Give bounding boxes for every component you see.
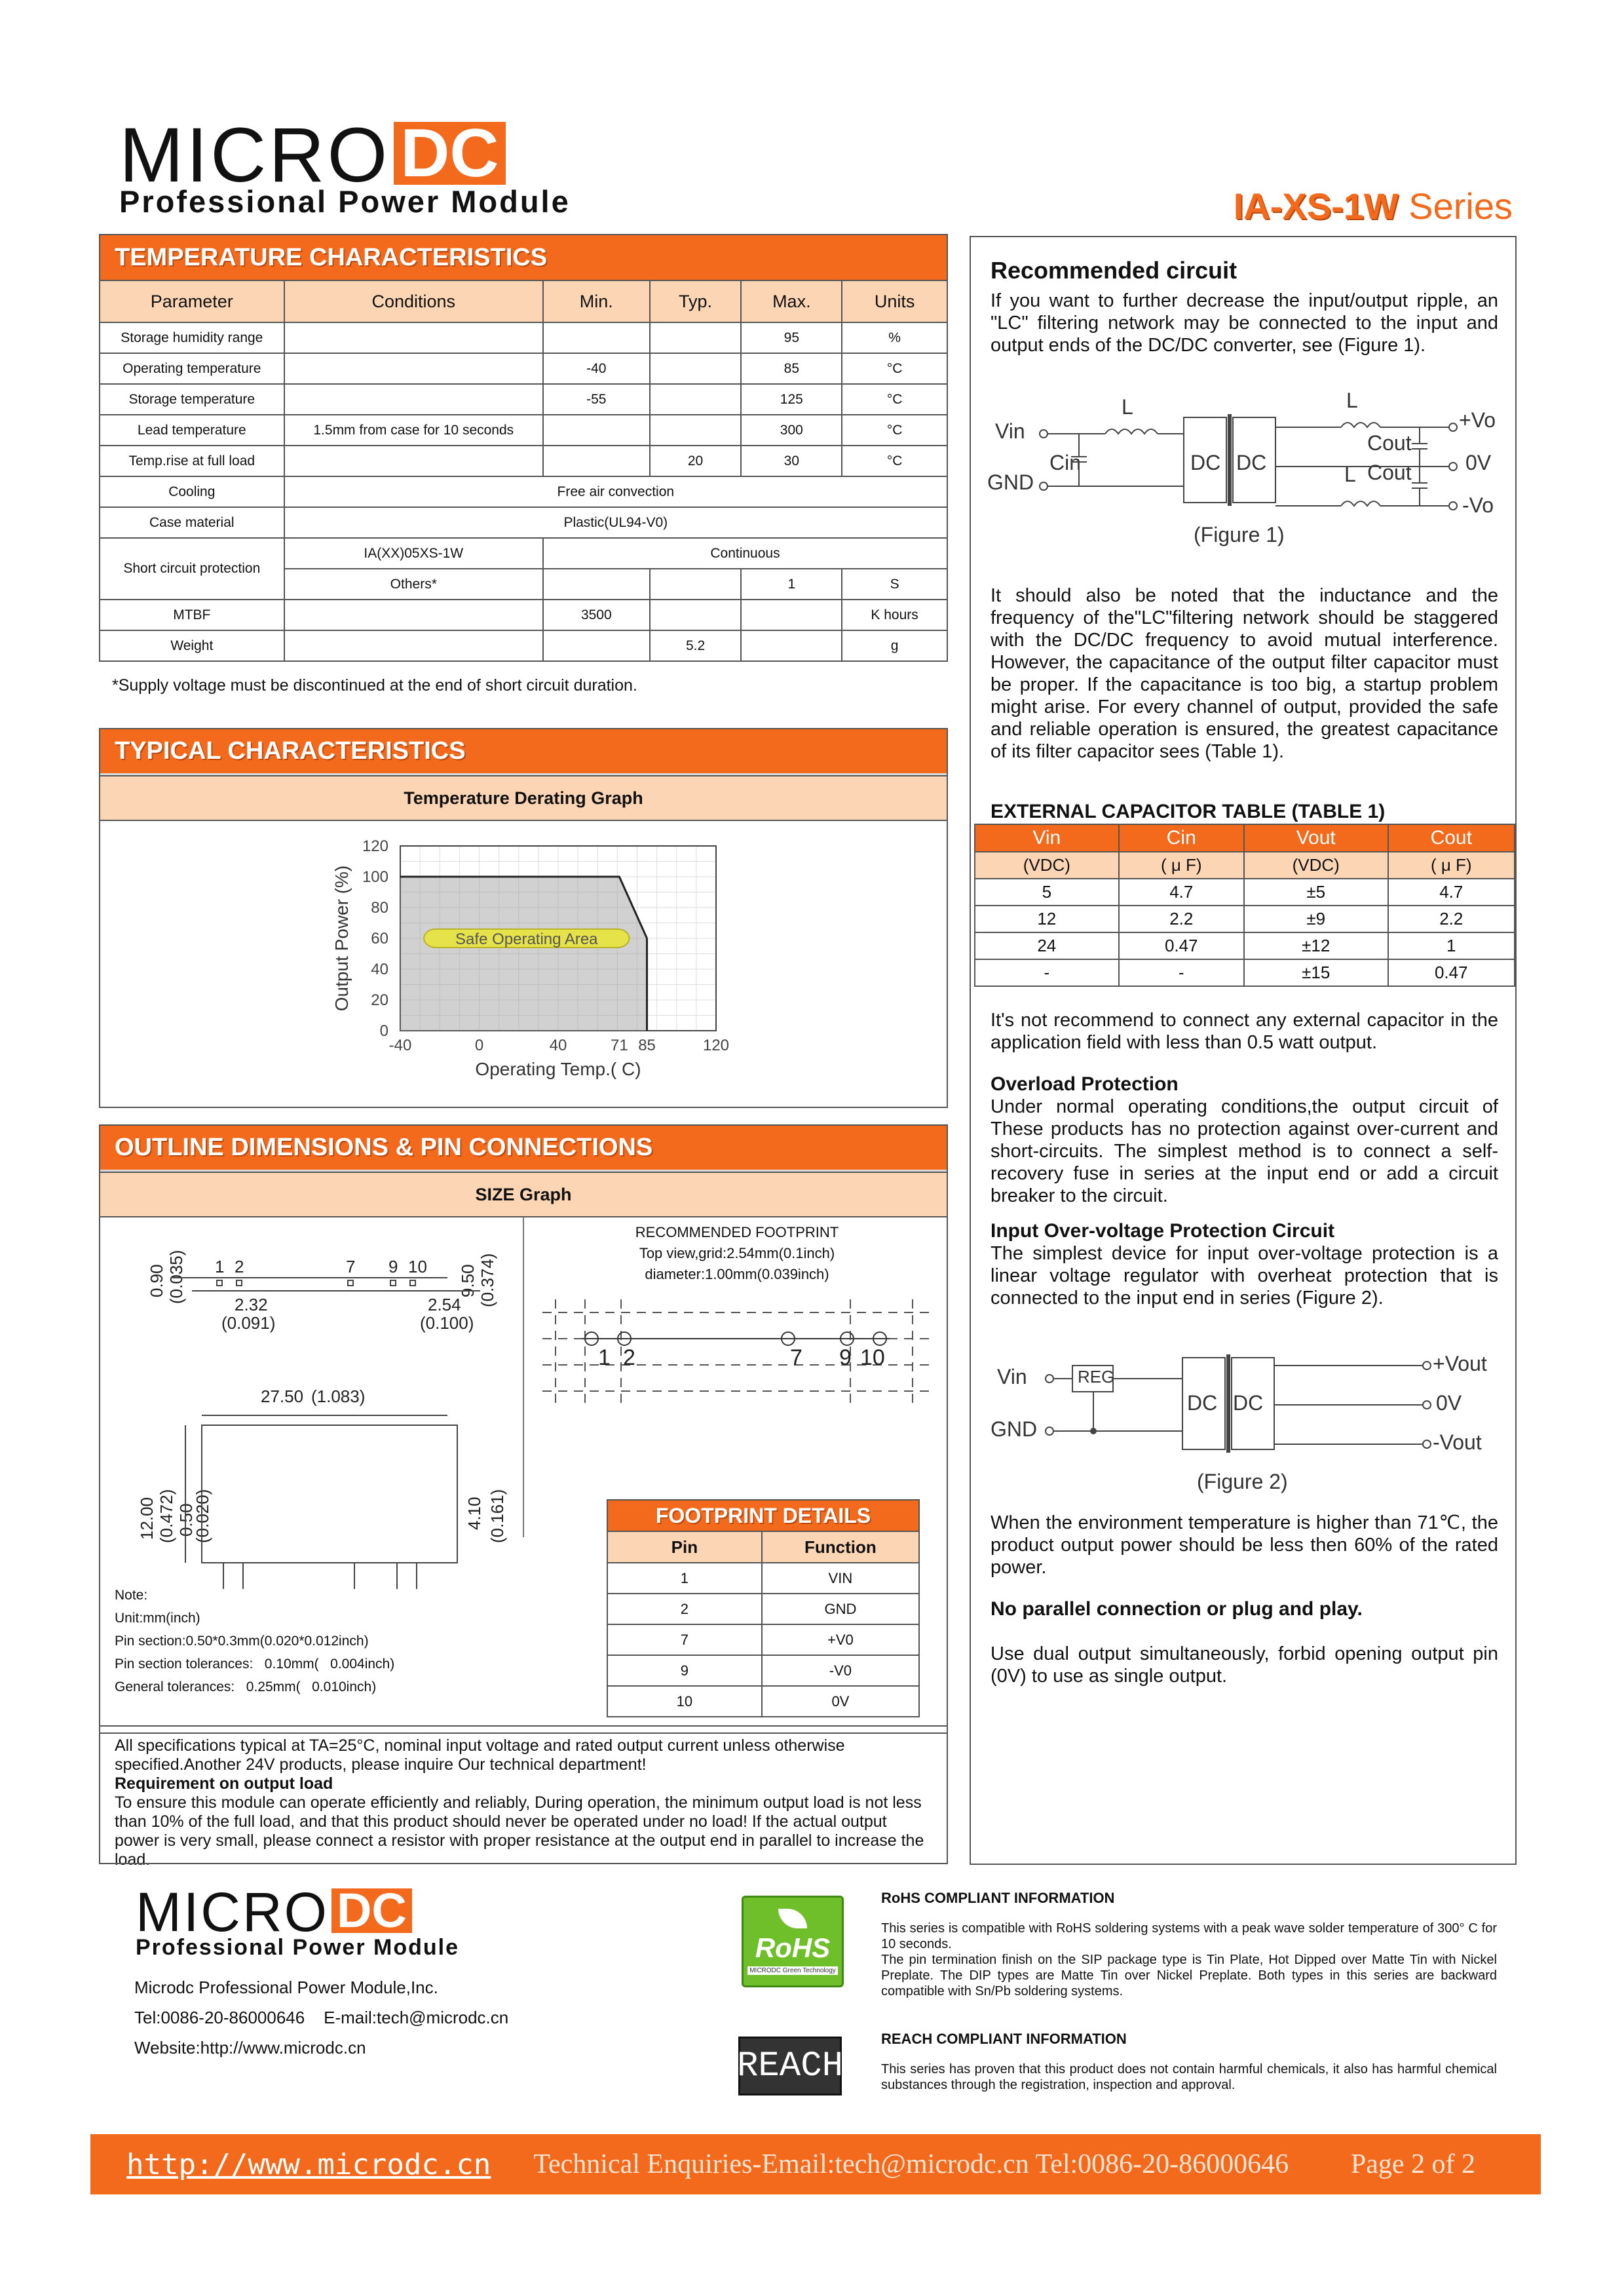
cell: MTBF <box>100 600 284 630</box>
cell <box>284 353 543 384</box>
cell: 300 <box>741 415 842 446</box>
footer-logo-word: MICRO <box>136 1881 329 1943</box>
cell: Continuous <box>543 538 947 569</box>
reach-info <box>881 2031 1497 2093</box>
outline-title: OUTLINE DIMENSIONS & PIN CONNECTIONS <box>100 1126 947 1172</box>
table-unit-row <box>975 852 1515 879</box>
fig1-l2: L <box>1346 389 1358 412</box>
fig1-l3: L <box>1344 463 1356 486</box>
fig1-dc2: DC <box>1236 451 1267 474</box>
col-min: Min. <box>543 280 650 322</box>
derating-chart <box>100 821 947 1107</box>
overload-title: Overload Protection <box>991 1073 1179 1095</box>
footer-enquiries: Technical Enquiries-Email:tech@microdc.cn Tel:0086-20-86000646 <box>533 2149 1289 2179</box>
dim-2750-in: (1.083) <box>311 1387 366 1406</box>
fig1-cin: Cin <box>1049 451 1082 474</box>
series-title <box>1234 185 1513 227</box>
fig2-vin: Vin <box>997 1365 1027 1388</box>
rec-title: Recommended circuit <box>991 257 1237 284</box>
temperature-title: TEMPERATURE CHARACTERISTICS <box>99 234 948 280</box>
series-model: IA-XS-1W <box>1233 185 1399 227</box>
dim-090-in: (0.035) <box>166 1250 186 1304</box>
cell: Temp.rise at full load <box>100 446 284 476</box>
cell: 0.47 <box>1119 932 1244 959</box>
dim-254: 2.54 <box>428 1295 461 1314</box>
table-row <box>100 353 947 384</box>
fig2-pvout: +Vout <box>1433 1352 1487 1375</box>
table-row <box>100 415 947 446</box>
y-tick-label: 100 <box>362 868 388 886</box>
cell: +V0 <box>762 1624 919 1655</box>
cell: 85 <box>741 353 842 384</box>
table-row <box>100 446 947 476</box>
dim-232-in: (0.091) <box>221 1313 276 1333</box>
table-row <box>100 322 947 353</box>
fig1-dc1: DC <box>1190 451 1221 474</box>
y-tick-label: 40 <box>371 961 388 978</box>
table-row <box>607 1563 919 1594</box>
cell: Others* <box>284 569 543 600</box>
footer-logo-dc: DC <box>331 1888 412 1933</box>
parallel-title: No parallel connection or plug and play. <box>991 1598 1363 1620</box>
footprint-grid-drawing <box>536 1293 942 1444</box>
dim-090: 0.90 <box>147 1264 166 1297</box>
cell: % <box>842 322 947 353</box>
cell: - <box>1119 959 1244 986</box>
table-row <box>975 932 1515 959</box>
y-tick-label: 0 <box>379 1022 388 1040</box>
rohs-info <box>881 1890 1497 1999</box>
req-text: To ensure this module can operate efficiently and reliably, During operation, the minimum output load is not less than 10% of the full load, and that this product should never be operated under no load! If the actual output power is very small, please connect a resistor with proper resistance at the output end in parallel to increase the load. <box>115 1793 924 1869</box>
size-graph-title: SIZE Graph <box>100 1172 947 1217</box>
right-panel <box>970 236 1517 1865</box>
table-row <box>100 507 947 538</box>
footprint-diameter: diameter:1.00mm(0.039inch) <box>645 1266 829 1282</box>
fig1-l1: L <box>1122 395 1133 419</box>
fig2-caption: (Figure 2) <box>1197 1470 1288 1493</box>
cell: S <box>842 569 947 600</box>
cell: 4.7 <box>1388 879 1515 906</box>
cell: Operating temperature <box>100 353 284 384</box>
col-parameter: Parameter <box>100 280 284 322</box>
cell: Storage temperature <box>100 384 284 415</box>
fig1-nvo: -Vo <box>1462 493 1494 517</box>
cell: 1 <box>1388 932 1515 959</box>
rohs-logo <box>742 1896 844 1987</box>
cell <box>650 600 742 630</box>
logo-word: MICRO <box>119 112 390 199</box>
cell <box>543 630 650 661</box>
table-header-row <box>607 1531 919 1563</box>
dim-950: 9.50 <box>458 1264 478 1297</box>
pin-label-10: 10 <box>408 1257 427 1276</box>
x-tick-label: 0 <box>474 1037 484 1054</box>
cell: Short circuit protection <box>100 538 284 600</box>
outline-panel <box>99 1124 948 1869</box>
x-tick-label: 120 <box>702 1037 730 1054</box>
cell: 2.2 <box>1388 906 1515 932</box>
note-label: Note: <box>115 1588 148 1603</box>
x-tick-label: 40 <box>549 1037 567 1054</box>
dim-410-in: (0.161) <box>487 1489 507 1543</box>
col-vout: Vout <box>1244 824 1388 852</box>
cell <box>650 322 742 353</box>
footer-company: Microdc Professional Power Module,Inc. <box>134 1978 438 1997</box>
reach-logo: REACH <box>738 2037 842 2095</box>
table-row <box>975 906 1515 932</box>
cell: VIN <box>762 1563 919 1594</box>
logo-dc-mark: DC <box>394 122 505 185</box>
footprint-title: RECOMMENDED FOOTPRINT <box>635 1224 839 1240</box>
col-function: Function <box>762 1531 919 1563</box>
temperature-table <box>99 280 948 662</box>
cell: ±5 <box>1244 879 1388 906</box>
typical-panel <box>99 728 948 1108</box>
fig1-cout2: Cout <box>1367 461 1412 484</box>
brand-tagline: Professional Power Module <box>119 184 571 219</box>
x-tick-label: 85 <box>638 1037 656 1054</box>
cell: 20 <box>650 446 742 476</box>
col-typ: Typ. <box>650 280 742 322</box>
cell <box>284 322 543 353</box>
graph-title: Temperature Derating Graph <box>100 775 947 821</box>
cell: 10 <box>607 1686 762 1717</box>
dual-text: Use dual output simultaneously, forbid opening output pin (0V) to use as single output. <box>991 1643 1498 1687</box>
fig1-ov: 0V <box>1465 451 1492 474</box>
table-row <box>607 1686 919 1717</box>
ovp-title: Input Over-voltage Protection Circuit <box>991 1220 1335 1242</box>
cell: Free air convection <box>284 476 947 507</box>
cell: 24 <box>975 932 1119 959</box>
cell <box>650 569 742 600</box>
y-tick-label: 80 <box>371 899 388 917</box>
cell: 12 <box>975 906 1119 932</box>
footprint-details-title: FOOTPRINT DETAILS <box>607 1499 920 1531</box>
dim-950-in: (0.374) <box>478 1253 497 1307</box>
cell: -V0 <box>762 1655 919 1686</box>
footer-tagline: Professional Power Module <box>136 1935 459 1960</box>
fig2-gnd: GND <box>991 1417 1038 1441</box>
cell: 0V <box>762 1686 919 1717</box>
cell: ±15 <box>1244 959 1388 986</box>
rohs-text-2: The pin termination finish on the SIP package type is Tin Plate, Hot Dipped over Matte Tin with Nickel Preplate. The DIP types are Matte Tin over Nickel Preplate. Both types in this series are backward compatible with Sn/Pb soldering systems. <box>881 1953 1497 1999</box>
footprint-grid: Top view,grid:2.54mm(0.1inch) <box>639 1245 835 1261</box>
footer-page-number: Page 2 of 2 <box>1350 2149 1475 2179</box>
cell <box>284 446 543 476</box>
capacitor-table <box>974 824 1515 987</box>
cell <box>543 569 650 600</box>
col-cout: Cout <box>1388 824 1515 852</box>
temperature-note: *Supply voltage must be discontinued at the end of short circuit duration. <box>112 676 637 695</box>
cell: °C <box>842 415 947 446</box>
cell: -55 <box>543 384 650 415</box>
fig2-nvout: -Vout <box>1433 1430 1482 1454</box>
cell: °C <box>842 384 947 415</box>
cell <box>284 630 543 661</box>
rohs-logo-text: RoHS <box>755 1932 831 1963</box>
y-tick-label: 60 <box>371 930 388 947</box>
cell: 1 <box>607 1563 762 1594</box>
pin-label-7: 7 <box>346 1257 356 1276</box>
cap-note: It's not recommend to connect any external capacitor in the application field with less than 0.5 watt output. <box>991 1010 1498 1053</box>
cell: Plastic(UL94-V0) <box>284 507 947 538</box>
footer-contact <box>134 1972 508 2063</box>
pin-label-1: 1 <box>215 1257 225 1276</box>
fig2-ov: 0V <box>1436 1391 1462 1415</box>
dim-254-in: (0.100) <box>420 1313 474 1333</box>
brand-logo <box>119 112 506 199</box>
col-max: Max. <box>741 280 842 322</box>
fig2-dc1: DC <box>1187 1391 1218 1415</box>
cell: K hours <box>842 600 947 630</box>
dim-050: 0.50 <box>176 1503 196 1537</box>
ovp-text: The simplest device for input over-voltage protection is a linear voltage regulator with overheat protection that is connected to the input end in series (Figure 2). <box>991 1243 1498 1309</box>
x-tick-label: 71 <box>611 1037 628 1054</box>
cell: 125 <box>741 384 842 415</box>
cell <box>650 384 742 415</box>
dim-050-in: (0.020) <box>193 1489 212 1543</box>
table-row <box>100 538 947 569</box>
outline-notes <box>115 1586 394 1696</box>
y-tick-label: 20 <box>371 991 388 1009</box>
dim-1200-in: (0.472) <box>157 1489 176 1543</box>
cell: Case material <box>100 507 284 538</box>
cell: ( μ F) <box>1388 852 1515 879</box>
note-unit: Unit:mm(inch) <box>115 1611 200 1626</box>
table-row <box>100 600 947 630</box>
y-axis-label: Output Power (%) <box>331 865 352 1012</box>
table-row <box>975 879 1515 906</box>
cell: Lead temperature <box>100 415 284 446</box>
cell <box>741 630 842 661</box>
cell: 1.5mm from case for 10 seconds <box>284 415 543 446</box>
cell: 9 <box>607 1655 762 1686</box>
cell: °C <box>842 353 947 384</box>
fig2-dc2: DC <box>1233 1391 1264 1415</box>
cell: 95 <box>741 322 842 353</box>
cell: 2.2 <box>1119 906 1244 932</box>
table-header-row <box>100 280 947 322</box>
fp-pin-7: 7 <box>790 1345 803 1370</box>
temperature-panel <box>99 234 948 727</box>
fig2-reg: REG <box>1078 1367 1115 1387</box>
reach-text: This series has proven that this product does not contain harmful chemicals, it also has harmful chemical substances through the registration, inspection and approval. <box>881 2062 1497 2092</box>
note-pin-tolerance: Pin section tolerances: 0.10mm( 0.004inch) <box>115 1656 395 1672</box>
table-row <box>975 959 1515 986</box>
footer-url-link[interactable]: http://www.microdc.cn <box>126 2147 491 2181</box>
typical-title: TYPICAL CHARACTERISTICS <box>100 729 947 775</box>
footer-bar <box>90 2134 1541 2194</box>
table-row <box>607 1594 919 1624</box>
col-units: Units <box>842 280 947 322</box>
dim-1200: 12.00 <box>137 1497 157 1540</box>
fp-pin-9: 9 <box>839 1345 852 1370</box>
cell <box>543 446 650 476</box>
dim-2750: 27.50 <box>261 1387 304 1406</box>
rohs-title: RoHS COMPLIANT INFORMATION <box>881 1890 1115 1906</box>
spec-text: All specifications typical at TA=25°C, nominal input voltage and rated output current unless otherwise specified.Another 24V products, please inquire Our technical department! <box>115 1736 845 1774</box>
footer-logo <box>136 1881 412 1943</box>
cell: 2 <box>607 1594 762 1624</box>
fig1-cout1: Cout <box>1367 431 1412 455</box>
cell <box>543 322 650 353</box>
cell: Storage humidity range <box>100 322 284 353</box>
col-cin: Cin <box>1119 824 1244 852</box>
figure-2-circuit <box>974 1345 1511 1495</box>
note-pin-section: Pin section:0.50*0.3mm(0.020*0.012inch) <box>115 1634 369 1649</box>
reach-title: REACH COMPLIANT INFORMATION <box>881 2031 1127 2047</box>
fig1-pvo: +Vo <box>1459 408 1496 432</box>
cell <box>284 600 543 630</box>
cell: 1 <box>741 569 842 600</box>
fig1-caption: (Figure 1) <box>1194 523 1285 546</box>
cap-title: EXTERNAL CAPACITOR TABLE (TABLE 1) <box>991 801 1386 822</box>
cell <box>284 384 543 415</box>
cell: IA(XX)05XS-1W <box>284 538 543 569</box>
annotation-label: Safe Operating Area <box>455 930 598 948</box>
env-text: When the environment temperature is higher than 71℃, the product output power should be less then 60% of the rated power. <box>991 1512 1498 1578</box>
cell <box>741 600 842 630</box>
cell: ±9 <box>1244 906 1388 932</box>
footprint-table <box>607 1531 920 1717</box>
cell: 7 <box>607 1624 762 1655</box>
rohs-logo-sub: MICRODC Green Technology <box>747 1966 838 1975</box>
footprint-caption <box>525 1222 949 1285</box>
fp-pin-1: 1 <box>598 1345 611 1370</box>
table-row <box>607 1655 919 1686</box>
figure-1-circuit <box>974 378 1511 562</box>
pin-label-2: 2 <box>235 1257 244 1276</box>
cell: -40 <box>543 353 650 384</box>
cell <box>650 415 742 446</box>
cell <box>543 415 650 446</box>
cell: (VDC) <box>1244 852 1388 879</box>
cell: 4.7 <box>1119 879 1244 906</box>
cell: 30 <box>741 446 842 476</box>
pin-label-9: 9 <box>388 1257 398 1276</box>
table-header-row <box>975 824 1515 852</box>
table-row <box>100 630 947 661</box>
dim-232: 2.32 <box>235 1295 268 1314</box>
table-row <box>607 1624 919 1655</box>
y-tick-label: 120 <box>362 837 388 855</box>
cell: GND <box>762 1594 919 1624</box>
col-pin: Pin <box>607 1531 762 1563</box>
fig1-gnd: GND <box>987 470 1034 494</box>
overload-text: Under normal operating conditions,the output circuit of These products has no protection against over-current and short-circuits. The simplest method is to connect a self-recovery fuse in series at the input end or add a circuit breaker to the circuit. <box>991 1096 1498 1206</box>
cell <box>650 353 742 384</box>
cell: 5 <box>975 879 1119 906</box>
rohs-text: This series is compatible with RoHS soldering systems with a peak wave solder temperature of 300° C for 10 seconds. <box>881 1921 1497 1951</box>
note-general-tolerance: General tolerances: 0.25mm( 0.010inch) <box>115 1679 377 1694</box>
series-word: Series <box>1408 185 1513 227</box>
table-row <box>100 476 947 507</box>
cell: 5.2 <box>650 630 742 661</box>
cell: 3500 <box>543 600 650 630</box>
cell: Cooling <box>100 476 284 507</box>
col-vin: Vin <box>975 824 1119 852</box>
outline-divider <box>523 1217 524 1537</box>
col-conditions: Conditions <box>284 280 543 322</box>
x-axis-label: Operating Temp.( C) <box>475 1059 641 1079</box>
cell: - <box>975 959 1119 986</box>
spec-outer-border <box>99 1727 948 1864</box>
footprint-details <box>607 1499 920 1717</box>
cell: (VDC) <box>975 852 1119 879</box>
footer-tel: Tel:0086-20-86000646 E-mail:tech@microdc.cn <box>134 2008 509 2027</box>
rec-text: If you want to further decrease the input/output ripple, an "LC" filtering network may be connected to the input and output ends of the DC/DC converter, see (Figure 1). <box>991 290 1498 356</box>
footer-web: Website:http://www.microdc.cn <box>134 2038 366 2057</box>
fp-pin-2: 2 <box>623 1345 635 1370</box>
cell: g <box>842 630 947 661</box>
table-row <box>100 384 947 415</box>
fp-pin-10: 10 <box>860 1345 885 1370</box>
x-tick-label: -40 <box>388 1037 412 1054</box>
safe-area-fill <box>400 877 647 1031</box>
dim-410: 4.10 <box>464 1497 484 1530</box>
cell: ( μ F) <box>1119 852 1244 879</box>
fig1-vin: Vin <box>995 419 1025 443</box>
cell: 0.47 <box>1388 959 1515 986</box>
cell: °C <box>842 446 947 476</box>
cell: Weight <box>100 630 284 661</box>
note-text: It should also be noted that the inductance and the frequency of the"LC"filtering network should be staggered with the DC/DC frequency to avoid mutual interference. However, the capacitance of the output filter capacitor must be proper. If the capacitance is too big, a startup problem might arise. For every channel of output, provided the safe and reliable operation is ensured, the greatest capacitance of its filter capacitor sees (Table 1). <box>991 585 1498 762</box>
req-title: Requirement on output load <box>115 1774 333 1793</box>
leaf-icon <box>778 1909 807 1928</box>
cell: ±12 <box>1244 932 1388 959</box>
